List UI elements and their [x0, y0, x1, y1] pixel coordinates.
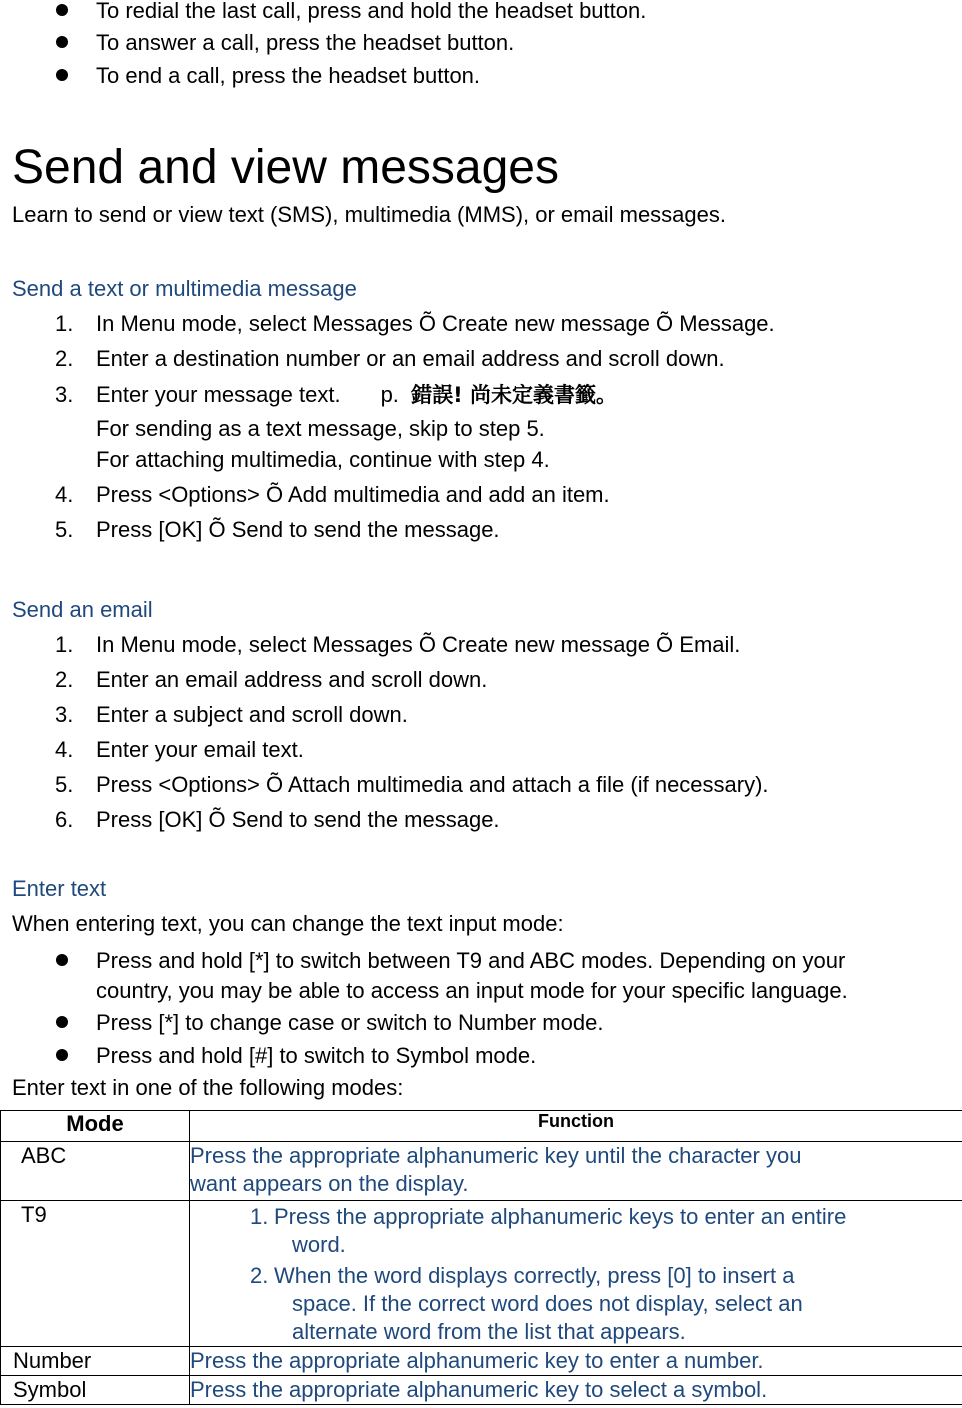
- step-text: Enter a destination number or an email address and scroll down.: [96, 346, 725, 371]
- function-cell: [190, 1201, 962, 1347]
- bullet-dot-icon: [56, 954, 68, 966]
- bullet-text: To end a call, press the headset button.: [96, 63, 481, 88]
- page-reference: [381, 382, 617, 407]
- section-heading-email: Send an email: [12, 597, 153, 622]
- bullet-dot-icon: [56, 1016, 68, 1028]
- step-text: In Menu mode, select Messages Õ Create new message Õ Message.: [96, 311, 775, 336]
- step-text: Enter your email text.: [96, 737, 304, 762]
- table-row: [1, 1347, 962, 1376]
- step-text: In Menu mode, select Messages Õ Create new message Õ Email.: [96, 632, 741, 657]
- table-row: [1, 1376, 962, 1405]
- list-item: [0, 517, 962, 543]
- bullet-dot-icon: [56, 69, 68, 81]
- list-item: [0, 632, 962, 658]
- function-line: Press the appropriate alphanumeric key until the character you: [190, 1143, 802, 1168]
- page-reference-prefix: p.: [380, 382, 399, 407]
- bullet-text: To answer a call, press the headset button.: [96, 30, 515, 55]
- list-item: [190, 1262, 962, 1346]
- bullet-text: Press [*] to change case or switch to Number mode.: [96, 1010, 604, 1035]
- step-number: 5.: [55, 517, 74, 542]
- list-item: [190, 1203, 962, 1259]
- step-text: Press [OK] Õ Send to send the message.: [96, 807, 500, 832]
- list-item: [0, 346, 962, 372]
- item-number: 2.: [250, 1263, 269, 1288]
- step-text: Press <Options> Õ Add multimedia and add an item.: [96, 482, 610, 507]
- list-item: [0, 482, 962, 508]
- step-note: For sending as a text message, skip to step 5.: [96, 416, 545, 441]
- step-number: 3.: [55, 382, 74, 407]
- table-row: [1, 1142, 962, 1201]
- item-line: When the word displays correctly, press [0] to insert a: [274, 1263, 795, 1288]
- step-number: 5.: [55, 772, 74, 797]
- step-number: 3.: [55, 702, 74, 727]
- bullet-dot-icon: [56, 1049, 68, 1061]
- mode-cell: Symbol: [1, 1376, 190, 1405]
- enter-text-intro: When entering text, you can change the text input mode:: [12, 911, 564, 936]
- modes-table: [0, 1110, 962, 1405]
- list-item: [0, 737, 962, 763]
- header-function: Function: [190, 1111, 962, 1142]
- function-cell: Press the appropriate alphanumeric key to select a symbol.: [190, 1376, 962, 1405]
- modes-intro: Enter text in one of the following modes:: [12, 1075, 404, 1100]
- bullet-text: To redial the last call, press and hold the headset button.: [96, 0, 647, 23]
- bullet-item: [0, 0, 962, 24]
- bookmark-error: 錯誤! 尚未定義書籤。: [411, 383, 618, 407]
- page-title: Send and view messages: [12, 141, 559, 194]
- bullet-dot-icon: [56, 36, 68, 48]
- step-number: 1.: [55, 632, 74, 657]
- step-number: 4.: [55, 737, 74, 762]
- function-line: want appears on the display.: [190, 1171, 469, 1196]
- step-number: 4.: [55, 482, 74, 507]
- step-number: 1.: [55, 311, 74, 336]
- bullet-text: Press and hold [*] to switch between T9 and ABC modes. Depending on your: [96, 948, 846, 973]
- section-heading-enter-text: Enter text: [12, 876, 107, 901]
- bullet-text-continued: country, you may be able to access an input mode for your specific language.: [96, 978, 848, 1003]
- item-line: alternate word from the list that appears.: [292, 1319, 686, 1344]
- table-row: [1, 1201, 962, 1347]
- list-item: [0, 667, 962, 693]
- list-item: [0, 311, 962, 337]
- intro-text: Learn to send or view text (SMS), multimedia (MMS), or email messages.: [12, 202, 727, 227]
- mode-cell: Number: [1, 1347, 190, 1376]
- item-number: 1.: [250, 1204, 269, 1229]
- step-text: Enter an email address and scroll down.: [96, 667, 488, 692]
- mode-cell: T9: [1, 1201, 190, 1347]
- bullet-item: [0, 948, 962, 974]
- step-text: Enter your message text.: [96, 382, 341, 407]
- list-item: [0, 772, 962, 798]
- step-text: Enter a subject and scroll down.: [96, 702, 408, 727]
- header-mode: Mode: [1, 1111, 190, 1142]
- item-line: space. If the correct word does not display, select an: [292, 1291, 803, 1316]
- item-line: Press the appropriate alphanumeric keys to enter an entire: [274, 1204, 847, 1229]
- bullet-item: [0, 1043, 962, 1069]
- function-cell: [190, 1142, 962, 1201]
- bullet-item: [0, 63, 962, 89]
- step-number: 6.: [55, 807, 74, 832]
- table-header-row: [1, 1111, 962, 1142]
- step-text: Press <Options> Õ Attach multimedia and attach a file (if necessary).: [96, 772, 769, 797]
- item-line: word.: [292, 1232, 346, 1257]
- bullet-text: Press and hold [#] to switch to Symbol mode.: [96, 1043, 537, 1068]
- list-item: [0, 382, 962, 408]
- step-note: For attaching multimedia, continue with step 4.: [96, 447, 550, 472]
- bullet-dot-icon: [56, 4, 68, 16]
- list-item: [0, 807, 962, 833]
- step-text: Press [OK] Õ Send to send the message.: [96, 517, 500, 542]
- function-cell: Press the appropriate alphanumeric key to enter a number.: [190, 1347, 962, 1376]
- section-heading-text-message: Send a text or multimedia message: [12, 276, 357, 301]
- step-number: 2.: [55, 667, 74, 692]
- step-number: 2.: [55, 346, 74, 371]
- step-text-with-reference: [96, 382, 617, 408]
- bullet-item: [0, 30, 962, 56]
- bullet-item: [0, 1010, 962, 1036]
- list-item: [0, 702, 962, 728]
- mode-cell: ABC: [1, 1142, 190, 1201]
